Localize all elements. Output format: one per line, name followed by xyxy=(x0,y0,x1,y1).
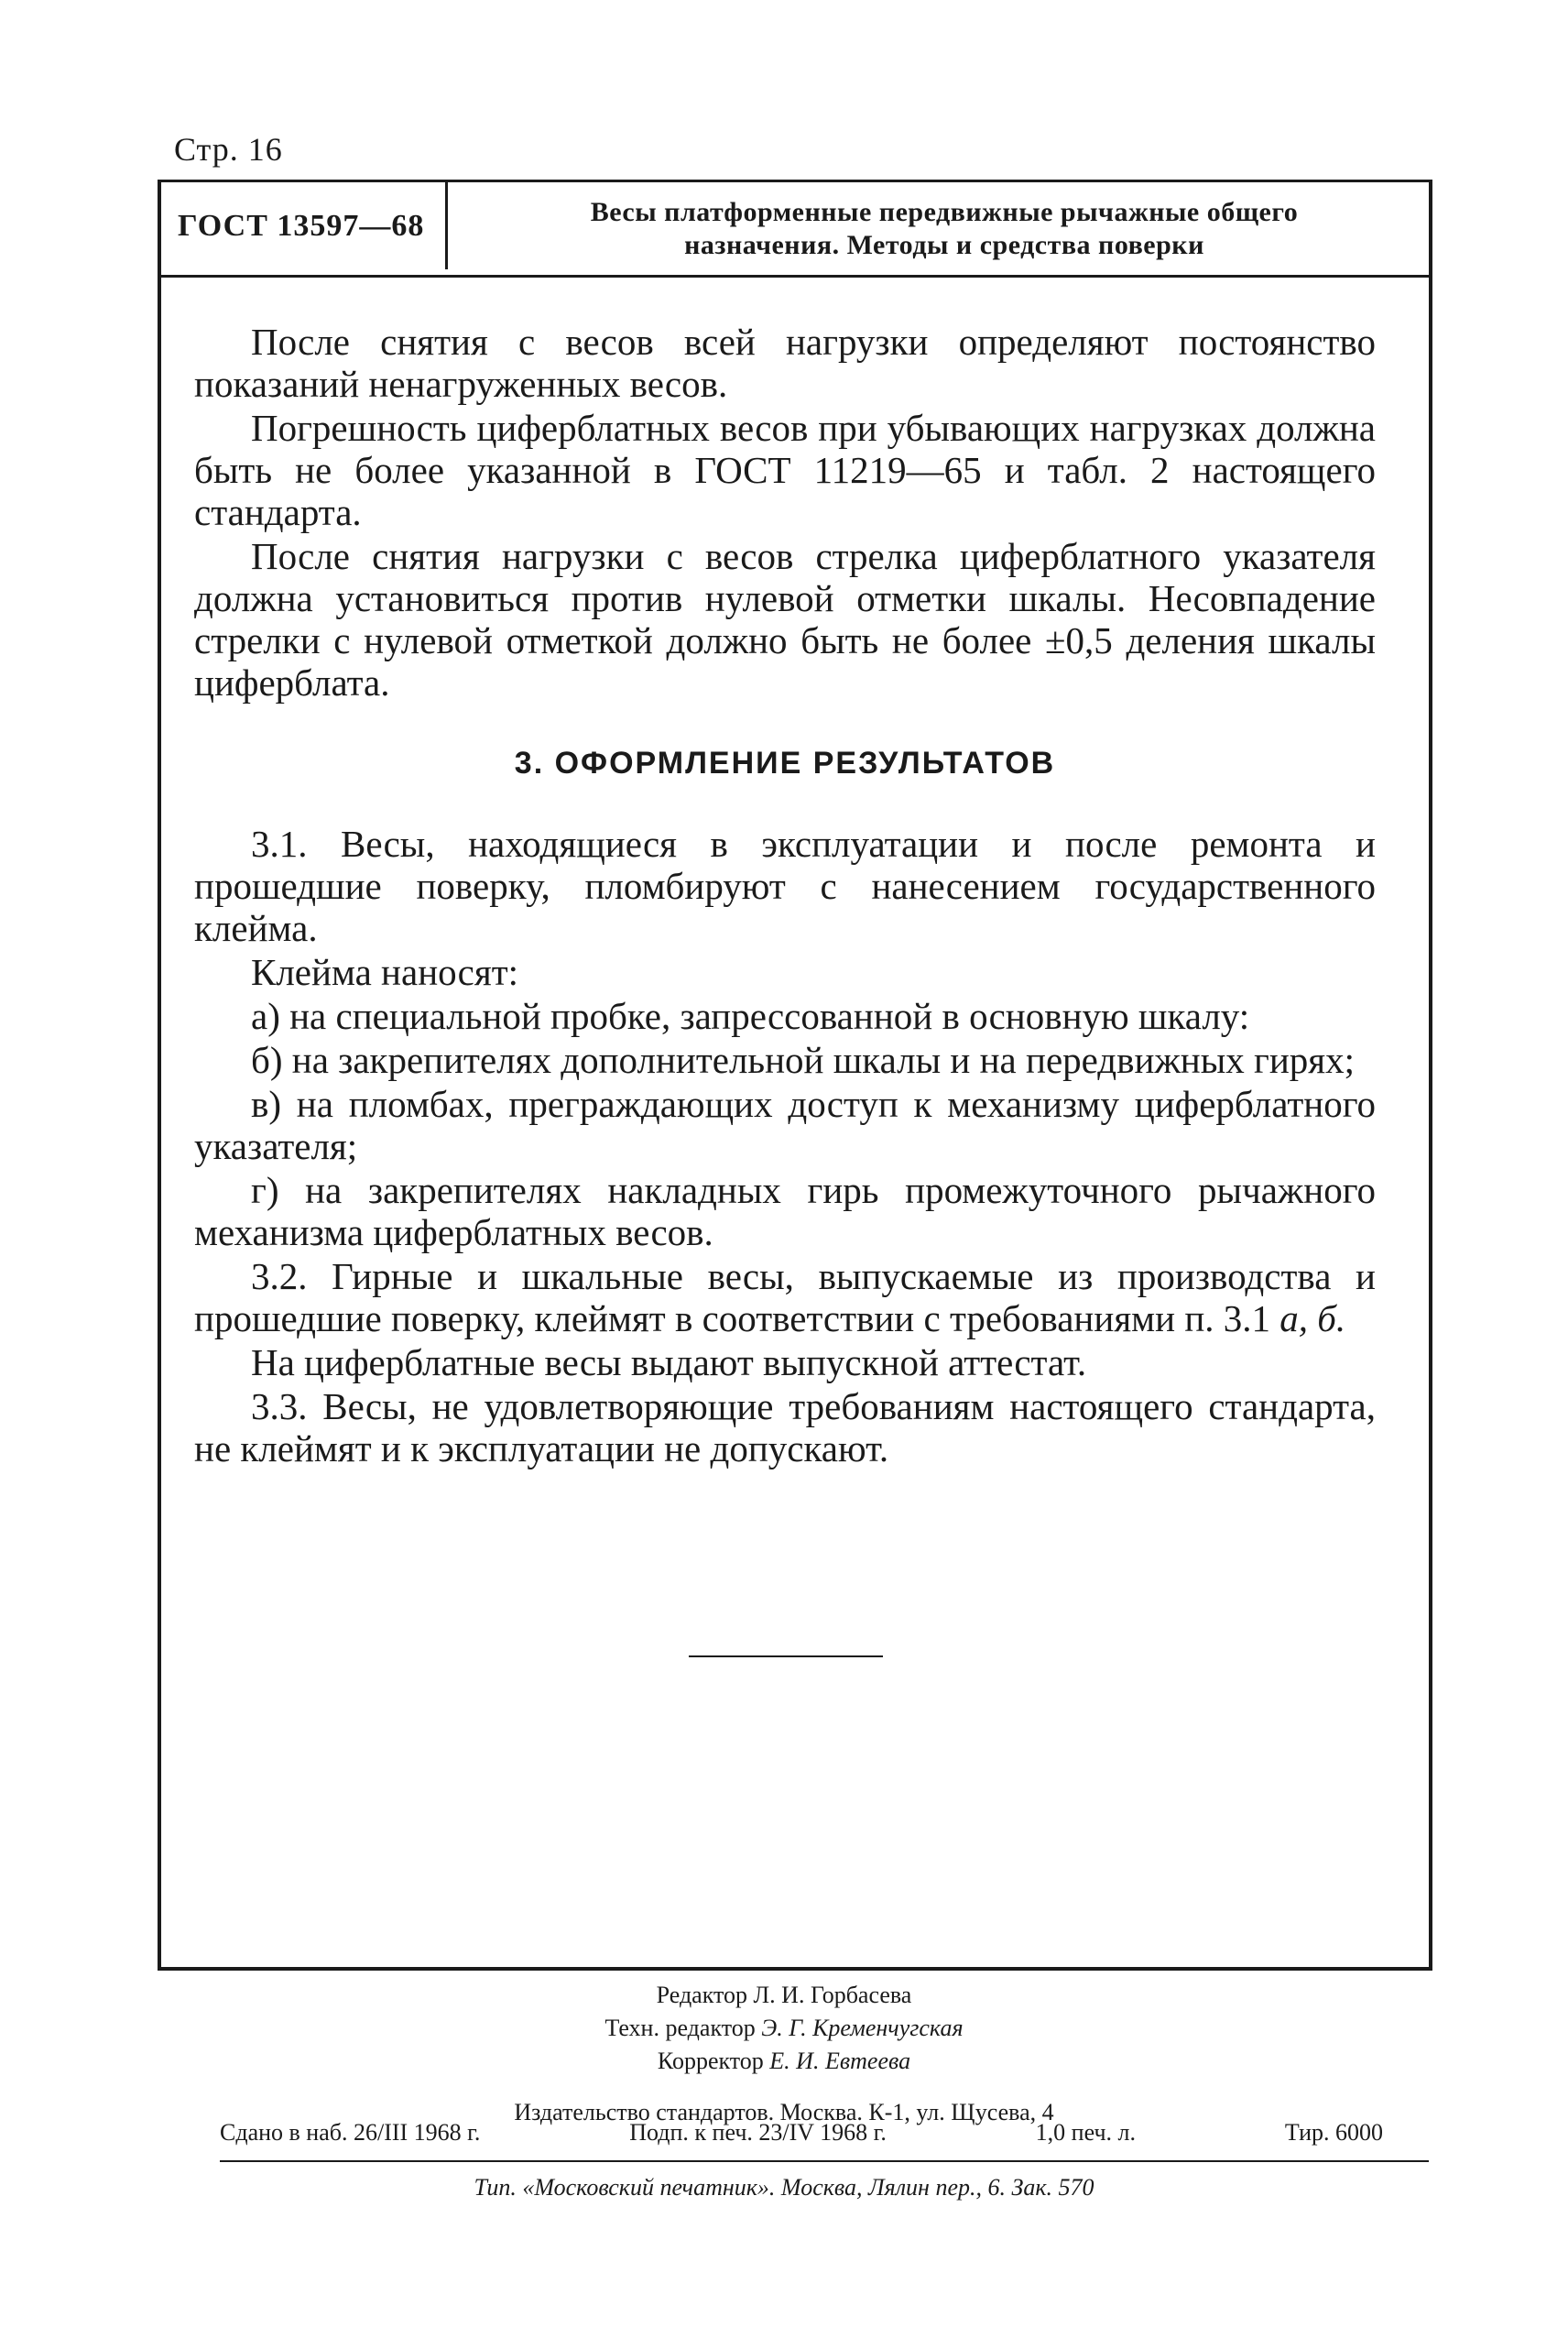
paragraph-3-2-text: 3.2. Гирные и шкальные весы, выпускаемые из производства и прошедшие поверку, клеймят в соответствии с требованиями п. 3.1 xyxy=(194,1255,1376,1339)
imprint-rule xyxy=(220,2160,1429,2162)
publisher-line: Издательство стандартов. Москва. К-1, ул. Щусева, 4 xyxy=(514,2099,1054,2125)
list-item-a: а) на специальной пробке, запрессованной в основную шкалу: xyxy=(251,995,1250,1037)
paragraph-3-3: 3.3. Весы, не удовлетворяющие требованиям настоящего стандарта, не клеймят и к эксплуатации не допускают. xyxy=(194,1385,1376,1469)
list-item-g: г) на закрепителях накладных гирь промежуточного рычажного механизма циферблатных весов. xyxy=(194,1169,1376,1253)
frame-bottom-rule xyxy=(158,1967,1432,1971)
paragraph-error: Погрешность циферблатных весов при убывающих нагрузках должна быть не более указанной в ГОСТ 11219—65 и табл. 2 настоящего стандарта. xyxy=(194,407,1376,533)
page-number: Стр. 16 xyxy=(174,131,283,168)
editor-line xyxy=(0,1979,1568,2012)
body-text xyxy=(194,321,1376,1469)
standard-title-line-2: назначения. Методы и средства поверки xyxy=(684,230,1204,260)
frame-top-rule xyxy=(158,180,1432,182)
imprint xyxy=(0,1979,1568,2201)
header-divider xyxy=(445,180,448,269)
corrector-line xyxy=(0,2045,1568,2078)
corrector-label: Корректор xyxy=(657,2048,764,2074)
editor-label: Редактор xyxy=(656,1982,748,2008)
frame-right-rule xyxy=(1429,180,1432,1971)
print-run: Тир. 6000 xyxy=(1284,2119,1383,2146)
corrector-name: Е. И. Евтеева xyxy=(769,2048,911,2074)
signed-date: Подп. к печ. 23/IV 1968 г. xyxy=(629,2119,887,2146)
standard-title-line-1: Весы платформенные передвижные рычажные общего xyxy=(590,197,1299,227)
print-sheets: 1,0 печ. л. xyxy=(1035,2119,1137,2146)
print-details xyxy=(220,2118,1383,2147)
typeset-date: Сдано в наб. 26/III 1968 г. xyxy=(220,2119,481,2146)
frame-left-rule xyxy=(158,180,161,1971)
printer-line: Тип. «Московский печатник». Москва, Лялин пер., 6. Зак. 570 xyxy=(474,2174,1094,2201)
section-heading: 3. ОФОРМЛЕНИЕ РЕЗУЛЬТАТОВ xyxy=(514,746,1056,781)
list-item-b: б) на закрепителях дополнительной шкалы и на передвижных гирях; xyxy=(251,1039,1356,1081)
standard-title xyxy=(460,196,1429,262)
list-item-v: в) на пломбах, преграждающих доступ к механизму циферблатного указателя; xyxy=(194,1083,1376,1167)
editor-name: Л. И. Горбасева xyxy=(753,1982,912,2008)
tech-editor-label: Техн. редактор xyxy=(604,2015,756,2041)
paragraph-3-2-ref: а, б. xyxy=(1279,1297,1346,1339)
paragraph-unloading: После снятия с весов всей нагрузки определяют постоянство показаний ненагруженных весов. xyxy=(194,321,1376,405)
end-separator xyxy=(689,1655,883,1657)
header-bottom-rule xyxy=(158,275,1432,278)
tech-editor-line xyxy=(0,2012,1568,2045)
paragraph-3-2 xyxy=(194,1255,1376,1339)
paragraph-certificate: На циферблатные весы выдают выпускной аттестат. xyxy=(251,1341,1087,1383)
paragraph-pointer: После снятия нагрузки с весов стрелка циферблатного указателя должна установиться против нулевой отметки шкалы. Несовпадение стрелки с нулевой отметкой должно быть не более ±0,5 деления шкалы циферблата. xyxy=(194,535,1376,704)
paragraph-3-1: 3.1. Весы, находящиеся в эксплуатации и после ремонта и прошедшие поверку, пломбируют с нанесением государственного клейма. xyxy=(194,823,1376,949)
standard-code: ГОСТ 13597—68 xyxy=(178,209,425,243)
tech-editor-name: Э. Г. Кременчугская xyxy=(761,2015,964,2041)
paragraph-stamps: Клейма наносят: xyxy=(251,951,519,993)
